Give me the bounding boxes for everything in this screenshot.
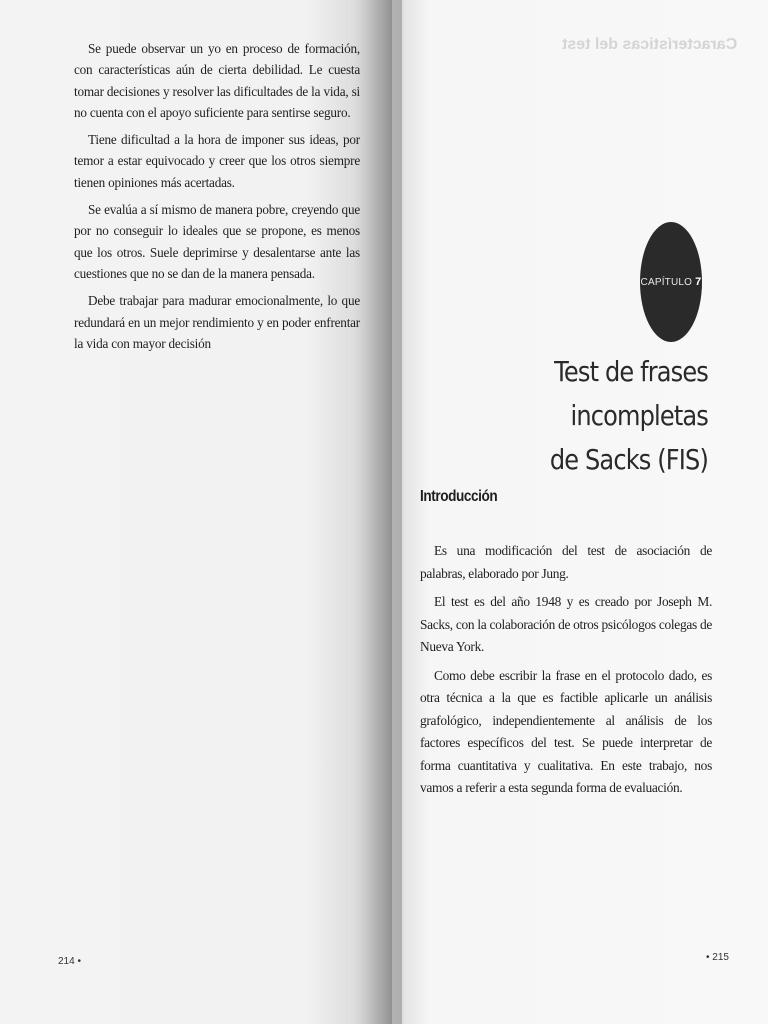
chapter-title-line1: Test de frases incompletas — [554, 355, 708, 432]
chapter-label: CAPÍTULO 7 — [640, 276, 702, 288]
page-number-right: • 215 — [706, 952, 729, 963]
right-page — [392, 0, 768, 1024]
chapter-title — [453, 350, 708, 482]
paragraph: Debe trabajar para madurar emocionalmente, lo que redundará en un mejor rendimiento y en poder enfrentar la vida con mayor decisión — [74, 293, 360, 351]
page-number-left: 214 • — [58, 956, 81, 967]
chapter-number: 7 — [695, 276, 702, 288]
paragraph: El test es del año 1948 y es creado por Joseph M. Sacks, con la colaboración de otros psicólogos colegas de Nueva York. — [420, 594, 712, 654]
chapter-badge — [640, 222, 702, 342]
paragraph: Como debe escribir la frase en el protocolo dado, es otra técnica a la que es factible aplicarle un análisis grafológico, independientemente al análisis de los factores específicos del test. Se puede interpretar de forma cuantitativa y cualitativa. En este trabajo, nos vamos a referir a esta segunda forma de evaluación. — [420, 667, 712, 795]
left-page-body — [74, 38, 360, 360]
chapter-title-line2: de Sacks (FIS) — [549, 443, 708, 476]
paragraph: Se evalúa a sí mismo de manera pobre, creyendo que por no conseguir lo ideales que se propone, es menos que los otros. Suele deprimirse y desalentarse ante las cuestiones que no se dan de la manera pensada. — [74, 202, 360, 281]
paragraph: Es una modificación del test de asociación de palabras, elaborado por Jung. — [420, 543, 712, 581]
bleed-through-heading: Características del test — [562, 36, 738, 53]
paragraph: Tiene dificultad a la hora de imponer sus ideas, por temor a estar equivocado y creer que los otros siempre tienen opiniones más acertadas. — [74, 132, 360, 190]
paragraph: Se puede observar un yo en proceso de formación, con características aún de cierta debilidad. Le cuesta tomar decisiones y resolver las dificultades de la vida, si no cuenta con el apoyo suficiente para sentirse seguro. — [74, 41, 360, 120]
introduction-body — [420, 540, 712, 806]
section-heading: Introducción — [420, 488, 498, 505]
